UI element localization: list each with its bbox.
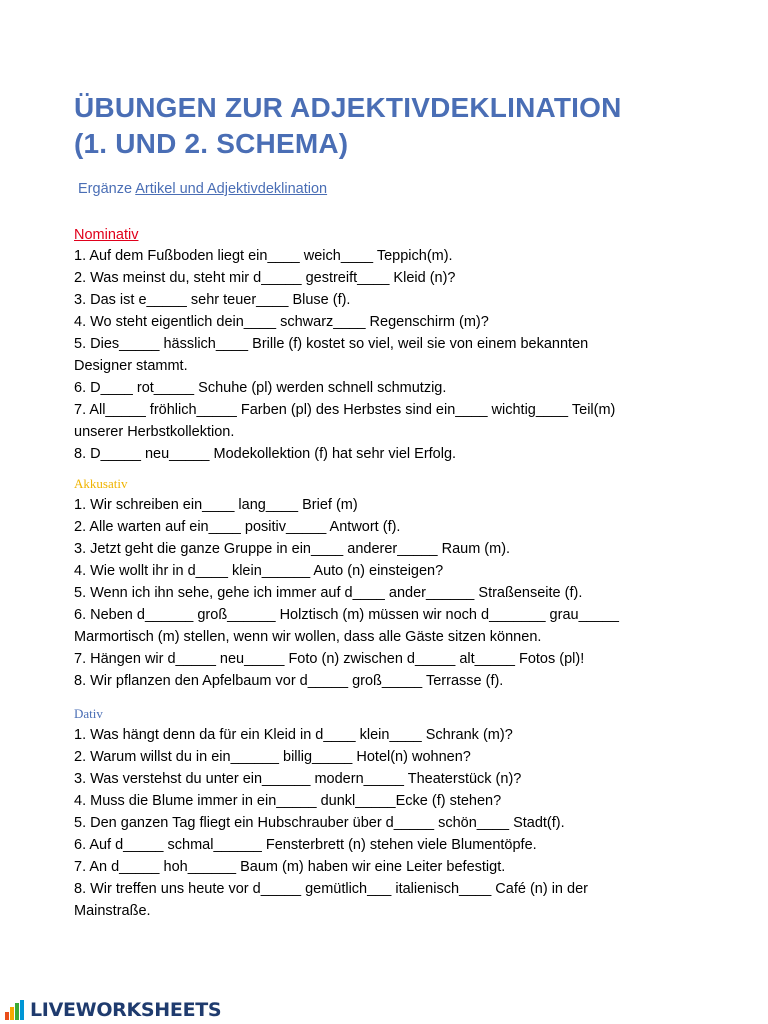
exercise-line: Designer stammt. xyxy=(74,358,188,374)
exercise-line: 4. Wo steht eigentlich dein____ schwarz____ Regenschirm (m)? xyxy=(74,314,489,330)
exercise-line: 5. Dies_____ hässlich____ Brille (f) kostet so viel, weil sie von einem bekannten xyxy=(74,336,589,352)
exercise-line: 1. Was hängt denn da für ein Kleid in d____ klein____ Schrank (m)? xyxy=(74,727,513,743)
exercise-line: 4. Muss die Blume immer in ein_____ dunkl_____Ecke (f) stehen? xyxy=(74,793,502,809)
section-akkusativ xyxy=(74,474,714,692)
exercise-line: 3. Das ist e_____ sehr teuer____ Bluse (f). xyxy=(74,292,351,308)
exercise-line: 8. D_____ neu_____ Modekollektion (f) hat sehr viel Erfolg. xyxy=(74,446,457,462)
exercise-line: 5. Den ganzen Tag fliegt ein Hubschrauber über d_____ schön____ Stadt(f). xyxy=(74,815,565,831)
liveworksheets-brand[interactable] xyxy=(3,996,221,1024)
exercise-line: 6. D____ rot_____ Schuhe (pl) werden schnell schmutzig. xyxy=(74,380,447,396)
exercise-line: 8. Wir treffen uns heute vor d_____ gemütlich___ italienisch____ Café (n) in der xyxy=(74,881,588,897)
exercise-line: 7. An d_____ hoh______ Baum (m) haben wir eine Leiter befestigt. xyxy=(74,859,506,875)
exercise-line: 7. All_____ fröhlich_____ Farben (pl) des Herbstes sind ein____ wichtig____ Teil(m) xyxy=(74,402,616,418)
page-title-line-2: (1. UND 2. SCHEMA) xyxy=(74,128,349,159)
exercise-line: 5. Wenn ich ihn sehe, gehe ich immer auf d____ ander______ Straßenseite (f). xyxy=(74,585,583,601)
page-title-line-1: ÜBUNGEN ZUR ADJEKTIVDEKLINATION xyxy=(74,92,622,123)
section-heading-nominativ: Nominativ xyxy=(74,227,139,243)
exercise-line: 2. Alle warten auf ein____ positiv_____ Antwort (f). xyxy=(74,519,401,535)
exercise-line: 8. Wir pflanzen den Apfelbaum vor d_____ groß_____ Terrasse (f). xyxy=(74,673,504,689)
exercise-line: 3. Jetzt geht die ganze Gruppe in ein____ anderer_____ Raum (m). xyxy=(74,541,511,557)
exercise-line: 6. Neben d______ groß______ Holztisch (m) müssen wir noch d_______ grau_____ xyxy=(74,607,619,623)
exercise-line: 2. Was meinst du, steht mir d_____ gestreift____ Kleid (n)? xyxy=(74,270,456,286)
exercise-line: 1. Wir schreiben ein____ lang____ Brief (m) xyxy=(74,497,358,513)
exercise-line: Marmortisch (m) stellen, wenn wir wollen, dass alle Gäste sitzen können. xyxy=(74,629,542,645)
instruction-lead: Ergänze xyxy=(78,181,136,197)
section-nominativ xyxy=(74,225,714,465)
exercise-line: 2. Warum willst du in ein______ billig_____ Hotel(n) wohnen? xyxy=(74,749,471,765)
liveworksheets-logo-icon xyxy=(3,998,27,1022)
exercise-line: 3. Was verstehst du unter ein______ modern_____ Theaterstück (n)? xyxy=(74,771,522,787)
exercise-line: 6. Auf d_____ schmal______ Fensterbrett (n) stehen viele Blumentöpfe. xyxy=(74,837,537,853)
section-dativ xyxy=(74,704,714,922)
exercise-line: 4. Wie wollt ihr in d____ klein______ Auto (n) einsteigen? xyxy=(74,563,444,579)
brand-name: LIVEWORKSHEETS xyxy=(30,999,222,1021)
exercise-line: unserer Herbstkollektion. xyxy=(74,424,235,440)
section-heading-dativ: Dativ xyxy=(74,706,103,721)
exercise-line: 1. Auf dem Fußboden liegt ein____ weich____ Teppich(m). xyxy=(74,248,453,264)
exercise-line: 7. Hängen wir d_____ neu_____ Foto (n) zwischen d_____ alt_____ Fotos (pl)! xyxy=(74,651,585,667)
instruction xyxy=(78,181,327,197)
exercise-line: Mainstraße. xyxy=(74,903,151,919)
instruction-underlined: Artikel und Adjektivdeklination xyxy=(135,181,328,197)
page-title xyxy=(74,90,714,162)
section-heading-akkusativ: Akkusativ xyxy=(74,476,128,491)
